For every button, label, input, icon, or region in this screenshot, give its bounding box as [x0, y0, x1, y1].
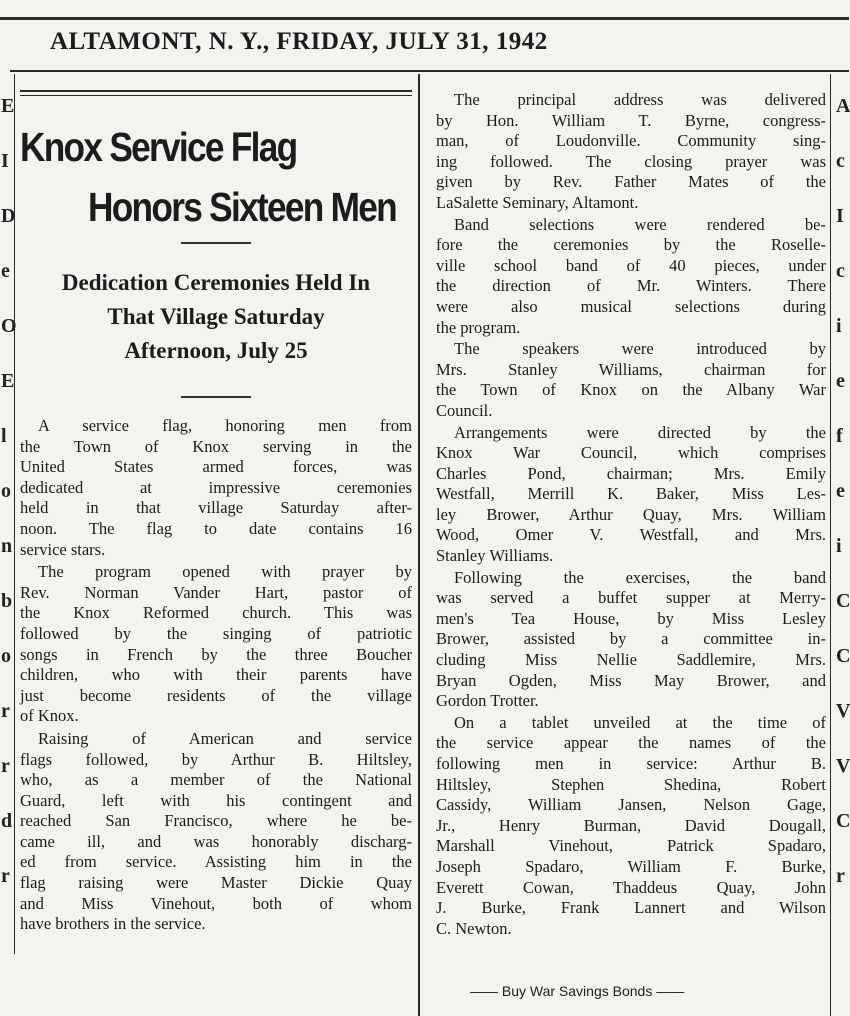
- article-right-column: [436, 90, 826, 940]
- text-line: J. Burke, Frank Lannert and Wilson: [436, 898, 826, 918]
- text-line: ville school band of 40 pieces, under: [436, 255, 826, 275]
- edge-fragment: f: [836, 425, 843, 447]
- text-line: Hiltsley, Stephen Shedina, Robert: [436, 774, 826, 794]
- edge-fragment: c: [836, 150, 845, 172]
- headline: [20, 112, 412, 230]
- dateline: ALTAMONT, N. Y., FRIDAY, JULY 31, 1942: [50, 28, 548, 55]
- text-line: the service appear the names of the: [436, 733, 826, 753]
- text-line: who, as a member of the National: [20, 770, 412, 790]
- left-body-text: [20, 416, 412, 935]
- text-line: given by Rev. Father Mates of the: [436, 172, 826, 192]
- subhead-line-2: That Village Saturday: [107, 304, 325, 329]
- text-line: was served a buffet supper at Merry-: [436, 588, 826, 608]
- column-divider-center: [418, 74, 420, 1016]
- text-line: fore the ceremonies by the Roselle-: [436, 235, 826, 255]
- text-line: Following the exercises, the band: [454, 567, 826, 587]
- text-line: The principal address was delivered: [454, 90, 826, 109]
- edge-fragment: V: [836, 755, 850, 777]
- text-line: flags followed, by Arthur B. Hiltsley,: [20, 749, 412, 769]
- text-line: noon. The flag to date contains 16: [20, 518, 412, 538]
- edge-fragment: i: [836, 535, 842, 557]
- text-line: Raising of American and service: [38, 728, 412, 748]
- text-line: Westfall, Merrill K. Baker, Miss Les-: [436, 484, 826, 504]
- text-line: A service flag, honoring men from: [38, 416, 412, 435]
- text-line: ed from service. Assisting him in the: [20, 852, 412, 872]
- edge-fragment: A: [836, 95, 850, 117]
- war-bonds-slogan: —— Buy War Savings Bonds ——: [470, 983, 685, 999]
- text-line: came ill, and was honorably discharg-: [20, 831, 412, 851]
- text-line: of Knox.: [20, 706, 79, 726]
- paragraph: [20, 729, 412, 935]
- headline-divider: [181, 242, 251, 244]
- text-line: Bryan Ogden, Miss May Brower, and: [436, 670, 826, 690]
- text-line: man, of Loudonville. Community sing-: [436, 131, 826, 151]
- paragraph: [436, 423, 826, 567]
- text-line: Band selections were rendered be-: [454, 214, 826, 234]
- text-line: ing followed. The closing prayer was: [436, 151, 826, 171]
- text-line: Joseph Spadaro, William F. Burke,: [436, 856, 826, 876]
- edge-fragment: C: [836, 590, 850, 612]
- edge-fragment: I: [836, 205, 844, 227]
- text-line: United States armed forces, was: [20, 457, 412, 477]
- text-line: Cassidy, William Jansen, Nelson Gage,: [436, 795, 826, 815]
- headline-line-2: Honors Sixteen Men: [88, 184, 396, 230]
- text-line: Mrs. Stanley Williams, chairman for: [436, 359, 826, 379]
- paragraph: [436, 713, 826, 940]
- edge-fragment: E: [1, 370, 15, 392]
- edge-fragment: e: [836, 370, 845, 392]
- edge-fragment: C: [836, 645, 850, 667]
- article-left-column: [20, 112, 412, 937]
- text-line: Gordon Trotter.: [436, 691, 539, 711]
- text-line: ley Brower, Arthur Quay, Mrs. William: [436, 504, 826, 524]
- text-line: cluding Miss Nellie Saddlemire, Mrs.: [436, 650, 826, 670]
- paragraph: [436, 568, 826, 712]
- edge-fragment: e: [836, 480, 845, 502]
- subhead-line-1: Dedication Ceremonies Held In: [61, 270, 371, 295]
- edge-fragment: r: [1, 755, 10, 777]
- paragraph: [20, 562, 412, 727]
- text-line: Everett Cowan, Thaddeus Quay, John: [436, 877, 826, 897]
- text-line: men's Tea House, by Miss Lesley: [436, 608, 826, 628]
- text-line: Council.: [436, 400, 493, 420]
- text-line: Rev. Norman Vander Hart, pastor of: [20, 582, 412, 602]
- text-line: just become residents of the village: [20, 685, 412, 705]
- text-line: the direction of Mr. Winters. There: [436, 276, 826, 296]
- edge-fragment: O: [1, 315, 17, 337]
- text-line: flag raising were Master Dickie Quay: [20, 873, 412, 893]
- text-line: C. Newton.: [436, 918, 512, 938]
- masthead-bottom-rule: [10, 70, 849, 72]
- text-line: dedicated at impressive ceremonies: [20, 477, 412, 497]
- text-line: the Town of Knox on the Albany War: [436, 380, 826, 400]
- text-line: Brower, assisted by a committee in-: [436, 629, 826, 649]
- text-line: were also musical selections during: [436, 296, 826, 316]
- text-line: Knox War Council, which comprises: [436, 443, 826, 463]
- text-line: On a tablet unveiled at the time of: [454, 712, 826, 732]
- headline-line-1: Knox Service Flag: [20, 124, 297, 170]
- text-line: songs in French by the three Boucher: [20, 644, 412, 664]
- text-line: reached San Francisco, where he be-: [20, 811, 412, 831]
- text-line: Stanley Williams.: [436, 546, 554, 566]
- text-line: children, who with their parents have: [20, 665, 412, 685]
- paragraph: [436, 90, 826, 214]
- text-line: service stars.: [20, 539, 106, 559]
- edge-fragment: n: [1, 535, 13, 557]
- edge-fragment: d: [1, 810, 13, 832]
- text-line: Charles Pond, chairman; Mrs. Emily: [436, 463, 826, 483]
- text-line: Wood, Omer V. Westfall, and Mrs.: [436, 525, 826, 545]
- edge-fragment: C: [836, 810, 850, 832]
- text-line: the program.: [436, 317, 521, 337]
- edge-fragment: o: [1, 480, 11, 502]
- text-line: followed by the singing of patriotic: [20, 623, 412, 643]
- text-line: Marshall Vinehout, Patrick Spadaro,: [436, 836, 826, 856]
- edge-fragment: o: [1, 645, 11, 667]
- text-line: by Hon. William T. Byrne, congress-: [436, 110, 826, 130]
- text-line: LaSalette Seminary, Altamont.: [436, 192, 639, 212]
- text-line: Jr., Henry Burman, David Dougall,: [436, 815, 826, 835]
- paragraph: [20, 416, 412, 560]
- edge-fragment: E: [1, 95, 15, 117]
- edge-fragment: I: [1, 150, 9, 172]
- text-line: The speakers were introduced by: [454, 339, 826, 359]
- text-line: and Miss Vinehout, both of whom: [20, 893, 412, 913]
- top-rule: [0, 17, 849, 20]
- edge-fragment: e: [1, 260, 10, 282]
- edge-fragment: r: [1, 865, 10, 887]
- text-line: Arrangements were directed by the: [454, 422, 826, 442]
- subhead-line-3: Afternoon, July 25: [124, 338, 308, 363]
- edge-fragment: l: [1, 425, 7, 447]
- edge-fragment: V: [836, 700, 850, 722]
- subhead-divider: [181, 396, 251, 398]
- edge-fragment: c: [836, 260, 845, 282]
- article-top-rule-thin: [20, 95, 412, 96]
- edge-fragment: b: [1, 590, 13, 612]
- column-divider-right: [830, 74, 831, 1016]
- right-body-text: [436, 90, 826, 939]
- text-line: have brothers in the service.: [20, 914, 206, 934]
- text-line: the Knox Reformed church. This was: [20, 603, 412, 623]
- text-line: The program opened with prayer by: [38, 562, 412, 582]
- edge-fragment: r: [836, 865, 845, 887]
- edge-fragment: D: [1, 205, 16, 227]
- paragraph: [436, 215, 826, 339]
- edge-fragment: r: [1, 700, 10, 722]
- edge-fragment: i: [836, 315, 842, 337]
- subhead: [20, 266, 412, 368]
- paragraph: [436, 339, 826, 421]
- text-line: the Town of Knox serving in the: [20, 436, 412, 456]
- text-line: following men in service: Arthur B.: [436, 754, 826, 773]
- article-top-rule: [20, 90, 412, 92]
- text-line: Guard, left with his contingent and: [20, 790, 412, 810]
- text-line: held in that village Saturday after-: [20, 498, 412, 518]
